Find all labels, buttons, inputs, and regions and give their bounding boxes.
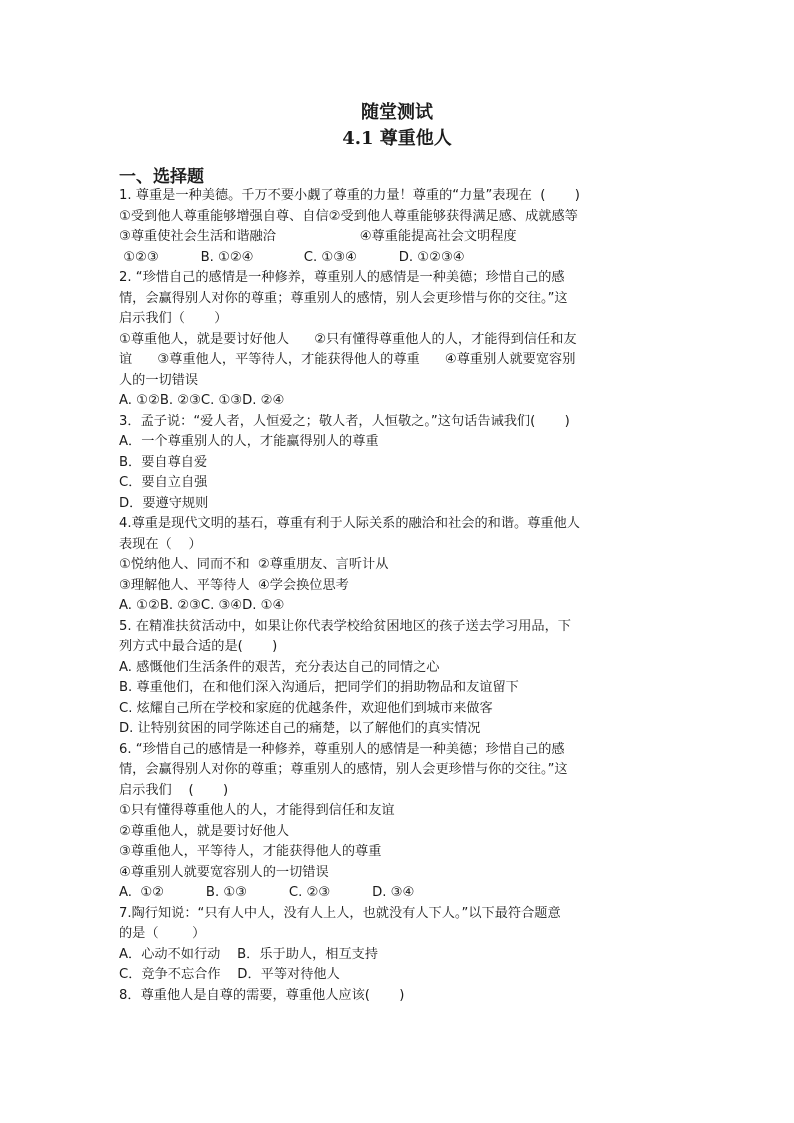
text-line xyxy=(119,309,679,330)
text-line xyxy=(119,924,679,945)
text-line-content: 的是（ ） xyxy=(119,926,206,941)
text-line xyxy=(119,227,679,248)
text-line xyxy=(119,842,679,863)
text-line xyxy=(119,801,679,822)
text-line-content: ③理解他人、平等待人 ④学会换位思考 xyxy=(119,577,349,593)
text-line-content: ③尊重他人，平等待人，才能获得他人的尊重 xyxy=(119,844,382,859)
text-line xyxy=(119,268,679,289)
text-line-content: B. 尊重他们，在和他们深入沟通后，把同学们的捐助物品和友谊留下 xyxy=(119,680,519,695)
text-line-content: ④尊重别人就要宽容别人的一切错误 xyxy=(119,864,329,880)
text-line xyxy=(119,248,679,269)
text-line xyxy=(119,678,679,699)
text-line xyxy=(119,781,679,802)
text-line xyxy=(119,207,679,228)
text-line-content: ①悦纳他人、同而不和 ②尊重朋友、言听计从 xyxy=(119,557,389,572)
text-line xyxy=(119,350,679,371)
text-line-content: 谊 ③尊重他人，平等待人，才能获得他人的尊重 ④尊重别人就要宽容别 xyxy=(119,352,576,367)
text-line-content: ①尊重他人，就是要讨好他人 ②只有懂得尊重他人的人，才能得到信任和友 xyxy=(119,331,577,347)
lesson-subtitle: 4.1 尊重他人 xyxy=(342,128,452,149)
text-line-content: 1. 尊重是一种美德。千万不要小觑了尊重的力量！尊重的“力量”表现在 ( ) xyxy=(119,188,580,203)
text-line-content: ③尊重使社会生活和谐融洽 ④尊重能提高社会文明程度 xyxy=(119,229,517,244)
text-line xyxy=(119,863,679,884)
text-line-content: 情，会赢得别人对你的尊重；尊重别人的感情，别人会更珍惜与你的交往。”这 xyxy=(119,762,568,777)
text-line xyxy=(119,412,679,433)
text-line-content: 表现在（ ） xyxy=(119,536,202,552)
text-line xyxy=(119,596,679,617)
text-line-content: 启示我们（ ） xyxy=(119,311,228,326)
text-line-content: 6. “珍惜自己的感情是一种修养，尊重别人的感情是一种美德；珍惜自己的感 xyxy=(119,741,565,757)
text-line-content: C. 炫耀自己所在学校和家庭的优越条件，欢迎他们到城市来做客 xyxy=(119,700,493,716)
text-line-content: 7.陶行知说：“只有人中人，没有人上人，也就没有人下人。”以下最符合题意 xyxy=(119,905,561,921)
text-line xyxy=(119,289,679,310)
text-line xyxy=(119,432,679,453)
text-line-content: 2. “珍惜自己的感情是一种修养，尊重别人的感情是一种美德；珍惜自己的感 xyxy=(119,270,565,285)
text-line xyxy=(119,555,679,576)
text-line xyxy=(119,453,679,474)
text-line-content: C．要自立自强 xyxy=(119,475,208,490)
text-line xyxy=(119,535,679,556)
text-line xyxy=(119,617,679,638)
text-line-content: 4.尊重是现代文明的基石，尊重有利于人际关系的融洽和社会的和谐。尊重他人 xyxy=(119,516,580,531)
text-line-content: 8．尊重他人是自尊的需要，尊重他人应该( ) xyxy=(119,987,405,1003)
text-line-content: D．要遵守规则 xyxy=(119,495,209,511)
text-line-content: 5. 在精准扶贫活动中，如果让你代表学校给贫困地区的孩子送去学习用品，下 xyxy=(119,618,571,634)
text-line-content: D. 让特别贫困的同学陈述自己的痛楚，以了解他们的真实情况 xyxy=(119,721,481,736)
text-line-content: ①只有懂得尊重他人的人，才能得到信任和友谊 xyxy=(119,803,395,818)
text-line-content: ①受到他人尊重能够增强自尊、自信②受到他人尊重能够获得满足感、成就感等 xyxy=(119,208,578,224)
text-line-content: ②尊重他人，就是要讨好他人 xyxy=(119,823,290,839)
text-line xyxy=(119,904,679,925)
text-line-content: A．心动不如行动 B．乐于助人，相互支持 xyxy=(119,946,379,962)
section-heading: 一、选择题 xyxy=(119,167,204,187)
text-line xyxy=(119,514,679,535)
text-line xyxy=(119,986,679,1007)
text-line xyxy=(119,576,679,597)
text-line xyxy=(119,391,679,412)
text-line-content: 启示我们 ( ) xyxy=(119,782,229,798)
text-line-content: A．一个尊重别人的人，才能赢得别人的尊重 xyxy=(119,434,379,449)
text-line xyxy=(119,719,679,740)
text-line-content: A. ①② B. ①③ C. ②③ D. ③④ xyxy=(119,885,415,900)
page-title: 随堂测试 xyxy=(361,102,433,123)
text-line xyxy=(119,637,679,658)
text-line-content: C．竞争不忘合作 D．平等对待他人 xyxy=(119,967,340,982)
text-line xyxy=(119,473,679,494)
text-line-content: 3．孟子说：“爱人者，人恒爱之；敬人者，人恒敬之。”这句话告诫我们( ) xyxy=(119,413,570,429)
text-line-content: A. ①②B. ②③C. ①③D. ②④ xyxy=(119,393,285,408)
text-line-content: ①②③ B. ①②④ C. ①③④ D. ①②③④ xyxy=(119,249,465,265)
text-line-content: 列方式中最合适的是( ) xyxy=(119,639,278,654)
text-line xyxy=(119,371,679,392)
text-line xyxy=(119,699,679,720)
text-line xyxy=(119,330,679,351)
text-line-content: 情，会赢得别人对你的尊重；尊重别人的感情，别人会更珍惜与你的交往。”这 xyxy=(119,290,568,306)
text-line-content: B．要自尊自爱 xyxy=(119,454,208,470)
text-line xyxy=(119,186,679,207)
text-line xyxy=(119,883,679,904)
text-line-content: A. 感慨他们生活条件的艰苦，充分表达自己的同情之心 xyxy=(119,659,440,675)
text-line xyxy=(119,494,679,515)
text-line xyxy=(119,822,679,843)
text-line xyxy=(119,760,679,781)
text-line xyxy=(119,740,679,761)
text-line xyxy=(119,965,679,986)
text-line xyxy=(119,658,679,679)
text-line xyxy=(119,945,679,966)
text-line-content: A. ①②B. ②③C. ③④D. ①④ xyxy=(119,598,285,613)
question-list xyxy=(119,186,679,1006)
text-line-content: 人的一切错误 xyxy=(119,372,199,388)
